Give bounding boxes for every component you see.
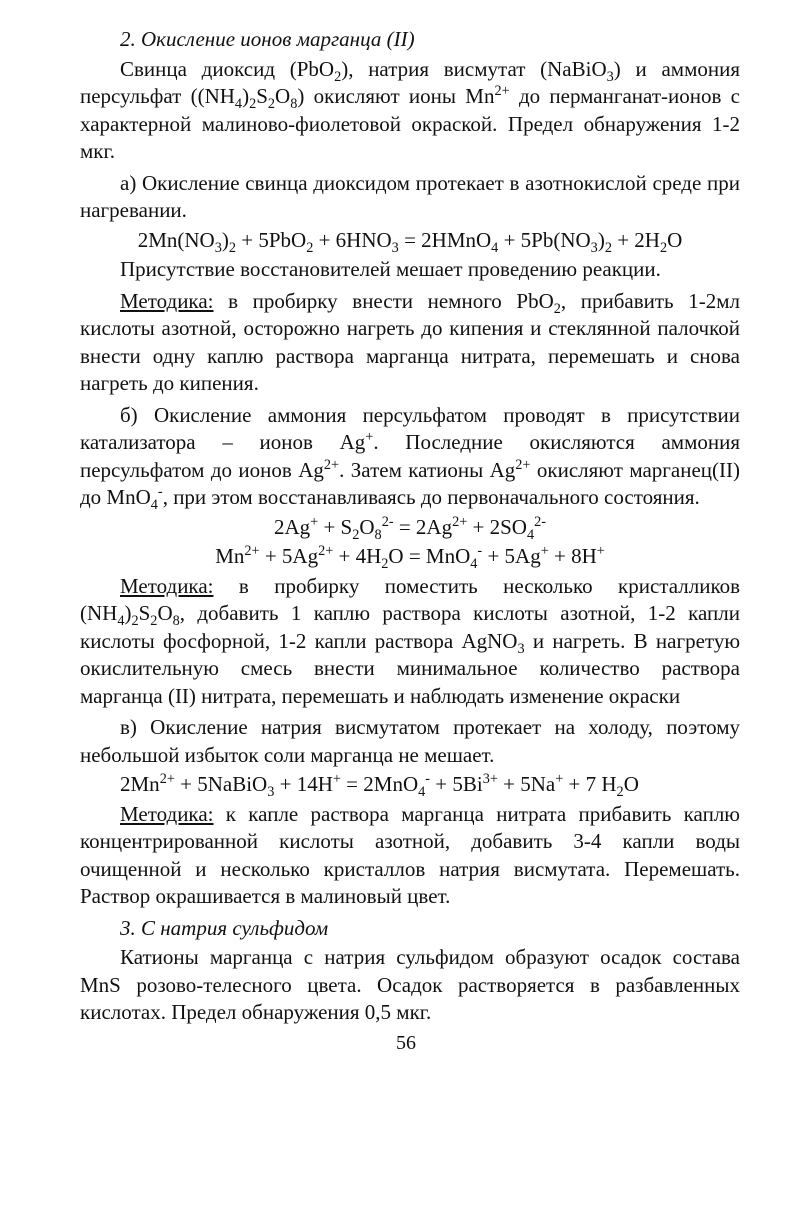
method-label: Методика: [120, 288, 214, 313]
equation-a: $2Mn(NO_3)_2 + 5PbO_2 + 6HNO_3$ = 2HMnO$_4$ + $5Pb(NO_3)_2 + 2H_2O$ [137, 227, 683, 256]
equation-b2: $Mn^{2+} + 5Ag^{2+} + 4H_2O = MnO_4^- + 5Ag^+ + 8H^+$ [215, 543, 605, 573]
page-number: 56 [396, 1032, 416, 1054]
method-label: Методика: [120, 573, 214, 598]
paragraph-a: а) Окисление свинца диоксидом протекает в азотнокислой среде при нагревании. [80, 170, 740, 222]
section-2-intro: Свинца диоксид (PbO$_2$), натрия висмутат (NaBiO$_3$) и аммония персульфат $((NH_4)_2S_2O_8)$ окисляют ионы $Mn^{2+}$ до перманганат-ионов с характерной малиново-фиолетовой окраской. Предел обнаружения 1-2 мкг. [80, 56, 740, 163]
equation-b1: $2Ag^+ + S_2O_8^{2-} = 2Ag^{2+} + 2SO_4^{2-}$ [273, 513, 547, 543]
method-a: Методика: в пробирку внести немного PbO$_2$, прибавить 1-2мл кислоты азотной, осторожно нагреть до кипения и стеклянной палочкой внести одну каплю раствора марганца нитрата, перемешать и снова нагреть до кипения. [80, 288, 740, 395]
section-3-text: Катионы марганца с натрия сульфидом образуют осадок состава MnS розово-телесного цвета. Осадок растворяется в разбавленных кислотах. Предел обнаружения 0,5 мкг. [80, 945, 740, 1024]
paragraph-c: в) Окисление натрия висмутатом протекает на холоду, поэтому небольшой избыток соли марганца не мешает. [80, 715, 740, 767]
section-2-heading: 2. Окисление ионов марганца (II) [120, 27, 415, 51]
section-3-heading: 3. С натрия сульфидом [120, 915, 329, 940]
paragraph-a-note: Присутствие восстановителей мешает проведению реакции. [120, 257, 661, 281]
equation-c: $2Mn^{2+}$ + 5NaBiO$_3$ + $14H^+ = 2MnO_4^- + 5Bi^{3+} + 5Na^+ + 7$ $H_2O$ [120, 771, 639, 801]
method-label: Методика: [120, 801, 214, 826]
paragraph-b: б) Окисление аммония персульфатом проводят в присутствии катализатора – ионов Ag+. Последние окисляются аммония персульфатом до ионов $Ag^{2+}$. Затем катионы $Ag^{2+}$ окисляют марганец(II) до MnO$_4$-, при этом восстанавливаясь до первоначального состояния. [80, 402, 740, 514]
method-b: Методика: в пробирку поместить несколько кристалликов $(NH_4)_2S_2O_8$, добавить 1 каплю раствора кислоты азотной, 1-2 капли кислоты фосфорной, 1-2 капли раствора AgNO$_3$ и нагреть. В нагретую окислительную смесь внести минимальное количество раствора марганца (II) нитрата, перемешать и наблюдать изменение окраски [80, 573, 741, 708]
method-c: Методика: к капле раствора марганца нитрата прибавить каплю концентрированной кислоты азотной, добавить 3-4 капли воды очищенной и несколько кристаллов натрия висмутата. Перемешать. Раствор окрашивается в малиновый цвет. [80, 801, 740, 908]
